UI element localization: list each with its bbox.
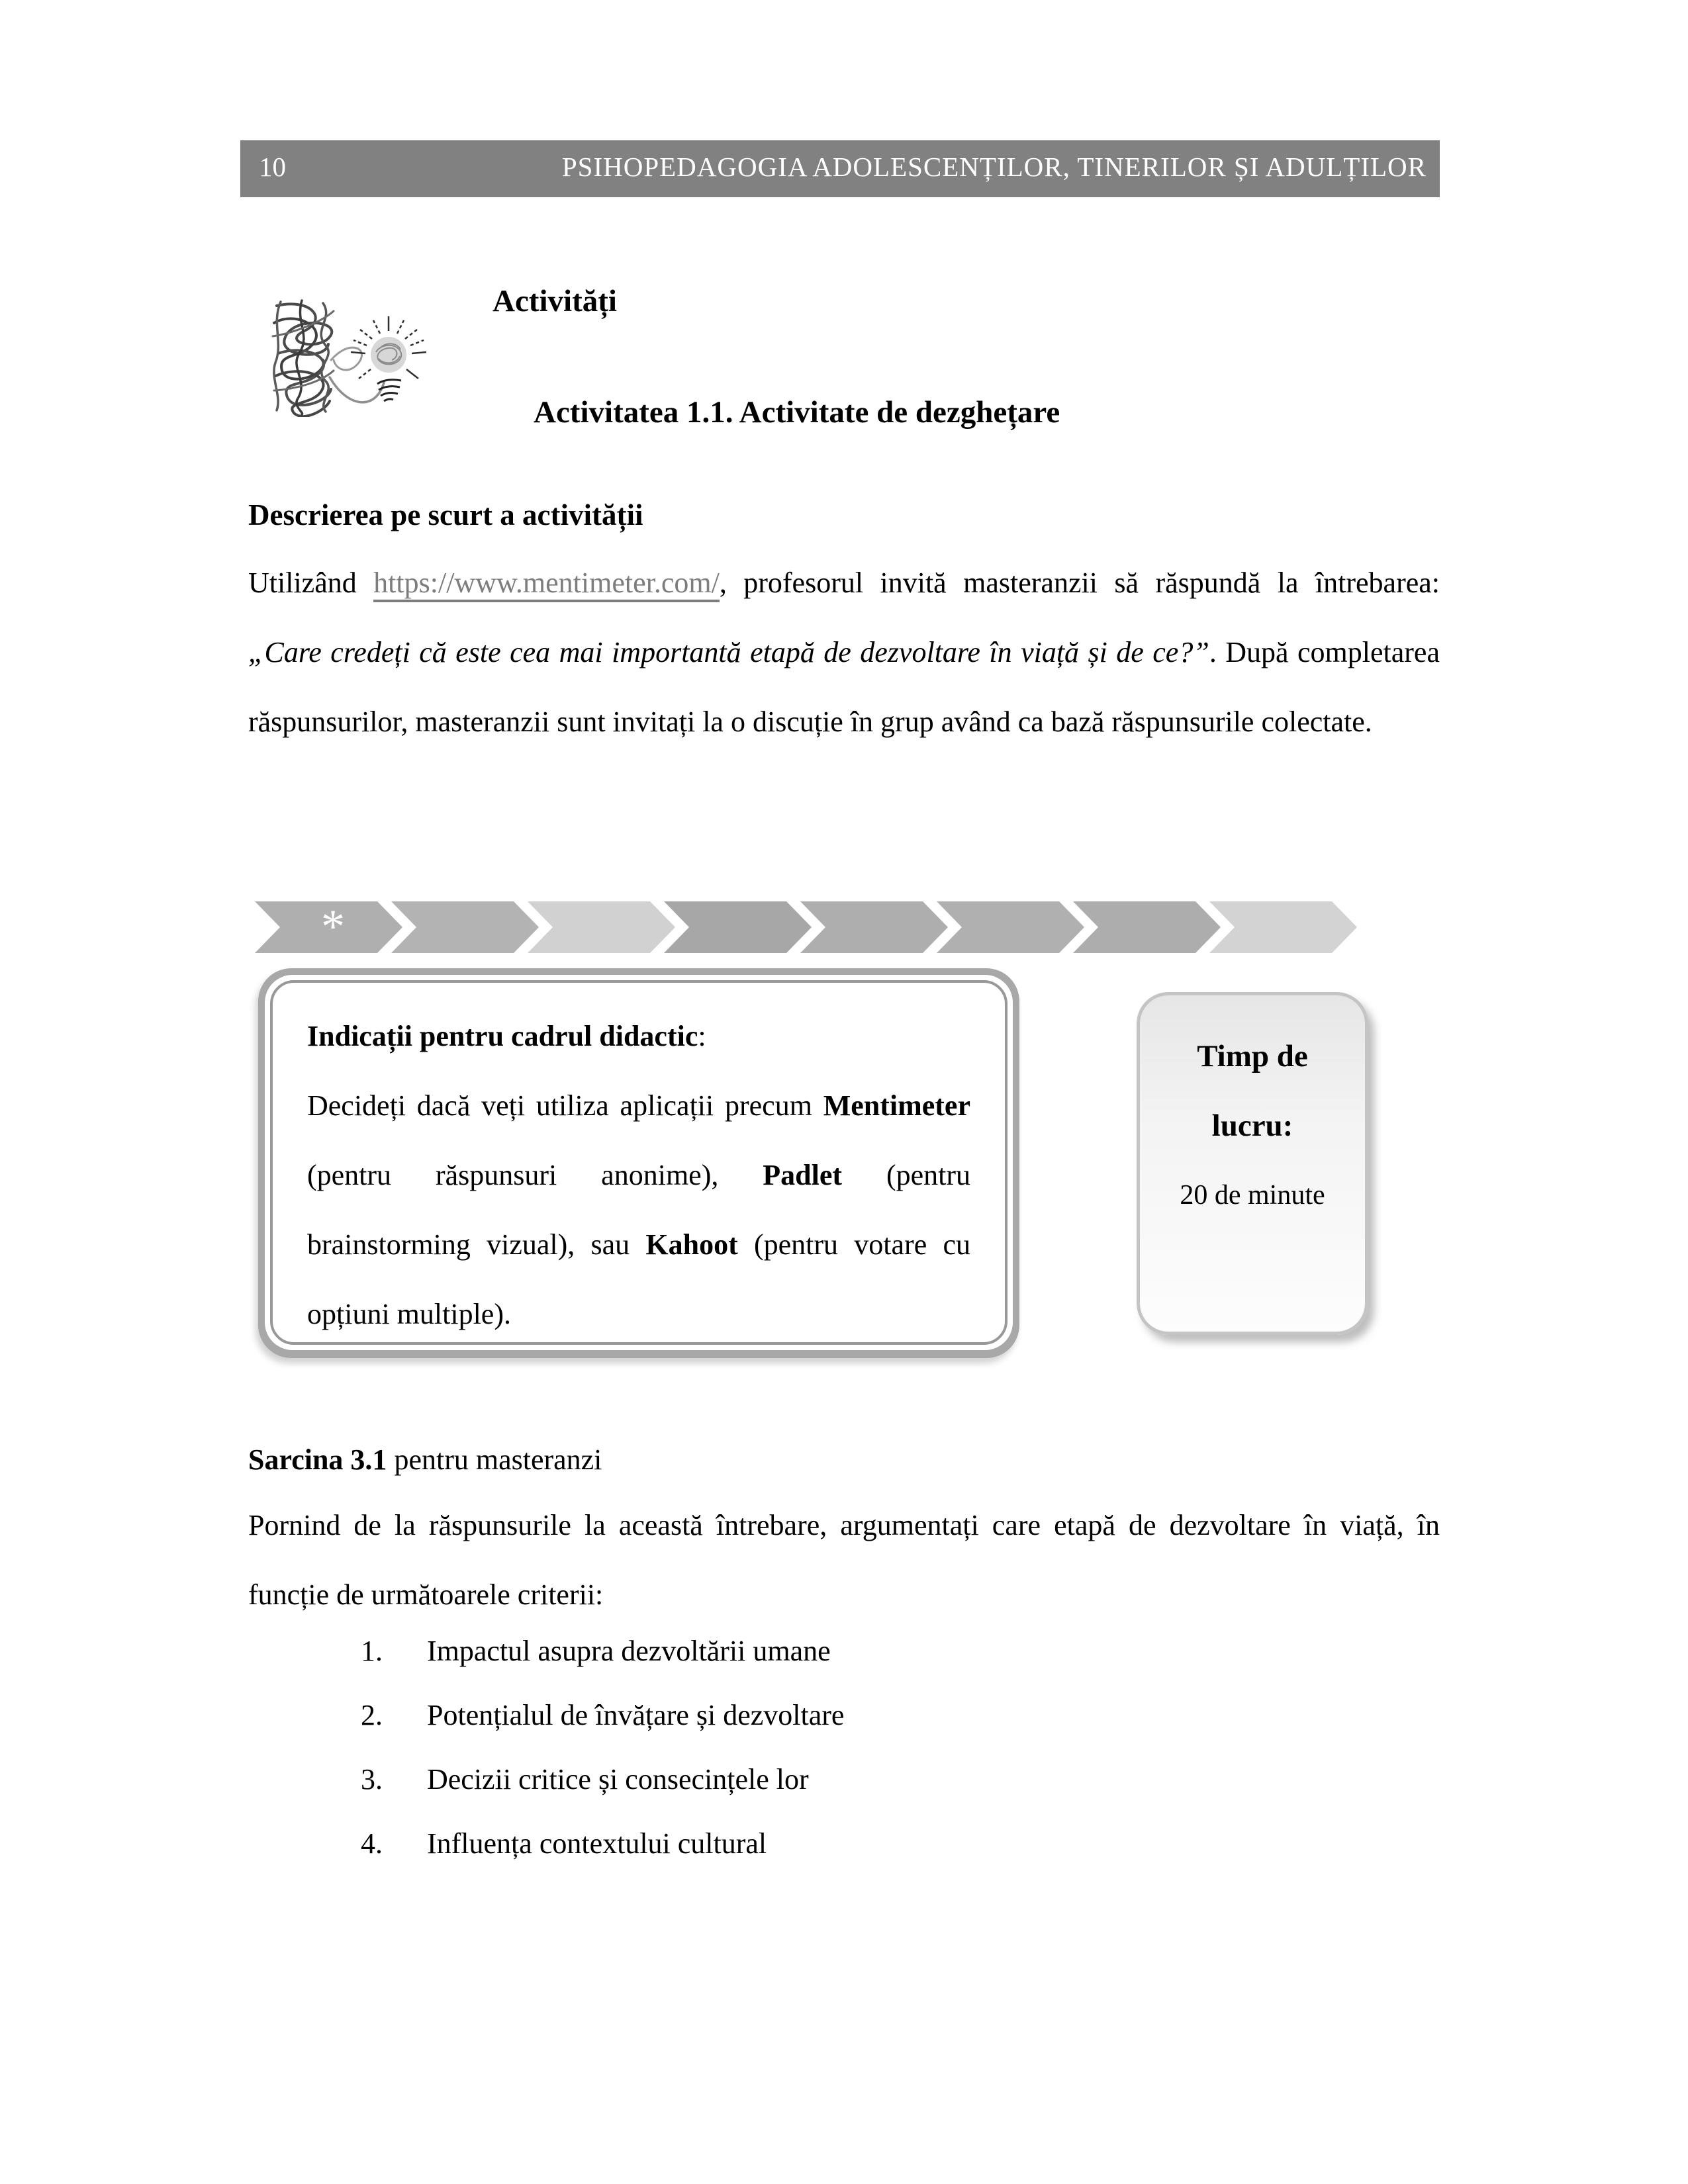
- list-item: [361, 1683, 1440, 1747]
- header-title: PSIHOPEDAGOGIA ADOLESCENȚILOR, TINERILOR ȘI ADULȚILOR: [561, 152, 1427, 182]
- guidance-box-content: [270, 980, 1008, 1345]
- chevron-step-5: [800, 901, 948, 953]
- guidance-app-mentimeter: Mentimeter: [823, 1089, 970, 1122]
- guidance-text-3: (pentru brainstorming vizual), sau: [307, 1159, 970, 1261]
- step-marker-asterisk: *: [321, 901, 345, 953]
- intro-text-2: , profesorul invită masteranzii să răspundă la întrebarea:: [719, 567, 1440, 599]
- intro-quote: „Care credeți că este cea mai importantă etapă de dezvoltare în viață și de ce?”: [248, 636, 1209, 668]
- guidance-text-2: (pentru răspunsuri anonime),: [307, 1159, 763, 1191]
- chevron-step-2: [391, 901, 539, 953]
- guidance-app-kahoot: Kahoot: [645, 1228, 738, 1261]
- chevron-step-6: [937, 901, 1084, 953]
- guidance-app-padlet: Padlet: [763, 1159, 843, 1191]
- time-box-duration: 20 de minute: [1180, 1180, 1325, 1210]
- chevron-step-4: [664, 901, 812, 953]
- chevron-step-7: [1073, 901, 1221, 953]
- list-item-number: 2.: [361, 1699, 383, 1731]
- process-chevron-band: [255, 901, 1360, 953]
- guidance-text-4: (pentru votare cu opțiuni multiple).: [307, 1228, 970, 1330]
- intro-paragraph: [248, 548, 1440, 756]
- list-item: [361, 1747, 1440, 1811]
- guidance-box-mid-border: [265, 975, 1013, 1350]
- section-heading: Activități: [492, 284, 617, 318]
- chevron-step-3: [528, 901, 675, 953]
- task-heading: [248, 1443, 602, 1477]
- list-item-number: 3.: [361, 1763, 383, 1796]
- time-box: [1137, 992, 1368, 1335]
- guidance-title: Indicații pentru cadrul didactic: [307, 1020, 698, 1052]
- list-item-number: 1.: [361, 1635, 383, 1667]
- activity-title: Activitatea 1.1. Activitate de dezghețare: [534, 395, 1060, 430]
- page-number: 10: [259, 152, 286, 182]
- time-box-title: Timp de lucru:: [1197, 1039, 1308, 1143]
- guidance-box: [258, 968, 1019, 1358]
- task-label-rest: pentru masteranzi: [387, 1443, 602, 1476]
- list-item: [361, 1619, 1440, 1683]
- list-item: [361, 1811, 1440, 1876]
- description-heading: Descrierea pe scurt a activității: [248, 498, 643, 531]
- intro-text-3: . După completarea răspunsurilor, masteranzii sunt invitați la o discuție în grup având ca bază răspunsurile colectate.: [248, 636, 1440, 738]
- list-item-text: Impactul asupra dezvoltării umane: [427, 1635, 831, 1667]
- page-header-bar: [240, 140, 1440, 197]
- mentimeter-link[interactable]: https://www.mentimeter.com/: [373, 567, 720, 602]
- tangle-lightbulb-image: [265, 296, 436, 417]
- list-item-text: Decizii critice și consecințele lor: [427, 1763, 809, 1796]
- chevron-step-8: [1209, 901, 1357, 953]
- guidance-title-colon: :: [698, 1020, 706, 1052]
- intro-text-1: Utilizând: [248, 567, 374, 599]
- list-item-text: Potențialul de învățare și dezvoltare: [427, 1699, 845, 1731]
- task-criteria-list: [361, 1619, 1440, 1876]
- task-label: Sarcina 3.1: [248, 1443, 387, 1476]
- list-item-text: Influența contextului cultural: [427, 1827, 767, 1860]
- list-item-number: 4.: [361, 1827, 383, 1860]
- task-paragraph: Pornind de la răspunsurile la această întrebare, argumentați care etapă de dezvoltare în viață, în funcție de următoarele criterii:: [248, 1509, 1440, 1611]
- guidance-text-1: Decideți dacă veți utiliza aplicații precum: [307, 1089, 823, 1122]
